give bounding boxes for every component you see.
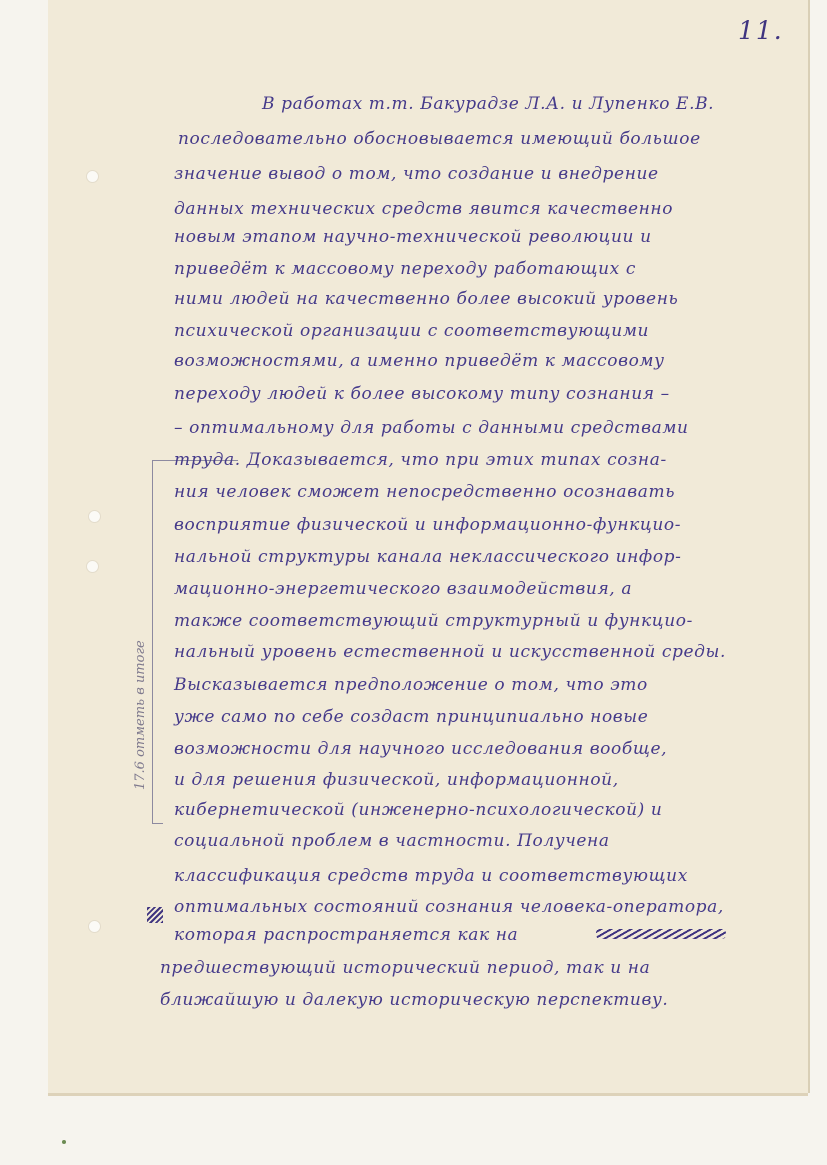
text-line: восприятие физической и информационно-функцио-	[174, 515, 682, 535]
text-line: Высказывается предположение о том, что это	[174, 675, 648, 695]
text-line: психической организации с соответствующими	[174, 321, 650, 341]
page-number: 11.	[738, 16, 784, 45]
text-line: кибернетической (инженерно-психологической) и	[174, 800, 663, 820]
text-line: уже само по себе создаст принципиально новые	[174, 707, 649, 727]
text-line: классификация средств труда и соответствующих	[174, 866, 688, 886]
text-line: – оптимальному для работы с данными средствами	[174, 418, 689, 438]
text-line: нальной структуры канала неклассического инфор-	[174, 547, 682, 567]
text-line: также соответствующий структурный и функцио-	[174, 611, 693, 631]
text-line: последовательно обосновывается имеющий большое	[178, 129, 701, 149]
text-line: ближайшую и далекую историческую перспективу.	[160, 990, 669, 1010]
text-line: оптимальных состояний сознания человека-оператора,	[174, 897, 724, 917]
text-line: труда. Доказывается, что при этих типах созна-	[174, 450, 667, 470]
scan-speck	[62, 1140, 66, 1144]
text-line: социальной проблем в частности. Получена	[174, 831, 610, 851]
punch-hole	[86, 170, 99, 183]
text-line: возможностями, а именно приведёт к массовому	[174, 351, 665, 371]
punch-hole	[88, 510, 101, 523]
text-line: переходу людей к более высокому типу сознания –	[174, 384, 670, 404]
punch-hole	[86, 560, 99, 573]
text-line: возможности для научного исследования вообще,	[174, 739, 668, 759]
punch-hole	[88, 920, 101, 933]
text-line: ними людей на качественно более высокий уровень	[174, 289, 679, 309]
crossed-out-word	[596, 929, 726, 939]
text-line: нальный уровень естественной и искусственной среды.	[174, 642, 726, 662]
text-line: приведёт к массовому переходу работающих с	[174, 259, 636, 279]
margin-note: 17.6 отметь в итоге	[133, 640, 148, 790]
text-line: ния человек сможет непосредственно осознавать	[174, 482, 676, 502]
text-line: предшествующий исторический период, так и на	[160, 958, 651, 978]
text-line: которая распространяется как на	[174, 925, 519, 945]
margin-bracket	[152, 460, 163, 824]
text-line: новым этапом научно-технической революции и	[174, 227, 652, 247]
text-line: мационно-энергетического взаимодействия, а	[174, 579, 633, 599]
crossed-out-mark	[147, 907, 163, 923]
text-line: значение вывод о том, что создание и внедрение	[174, 164, 659, 184]
text-line: В работах т.т. Бакурадзе Л.А. и Лупенко Е.В.	[262, 94, 715, 114]
text-line: данных технических средств явится качественно	[174, 199, 674, 219]
text-line: и для решения физической, информационной,	[174, 770, 619, 790]
